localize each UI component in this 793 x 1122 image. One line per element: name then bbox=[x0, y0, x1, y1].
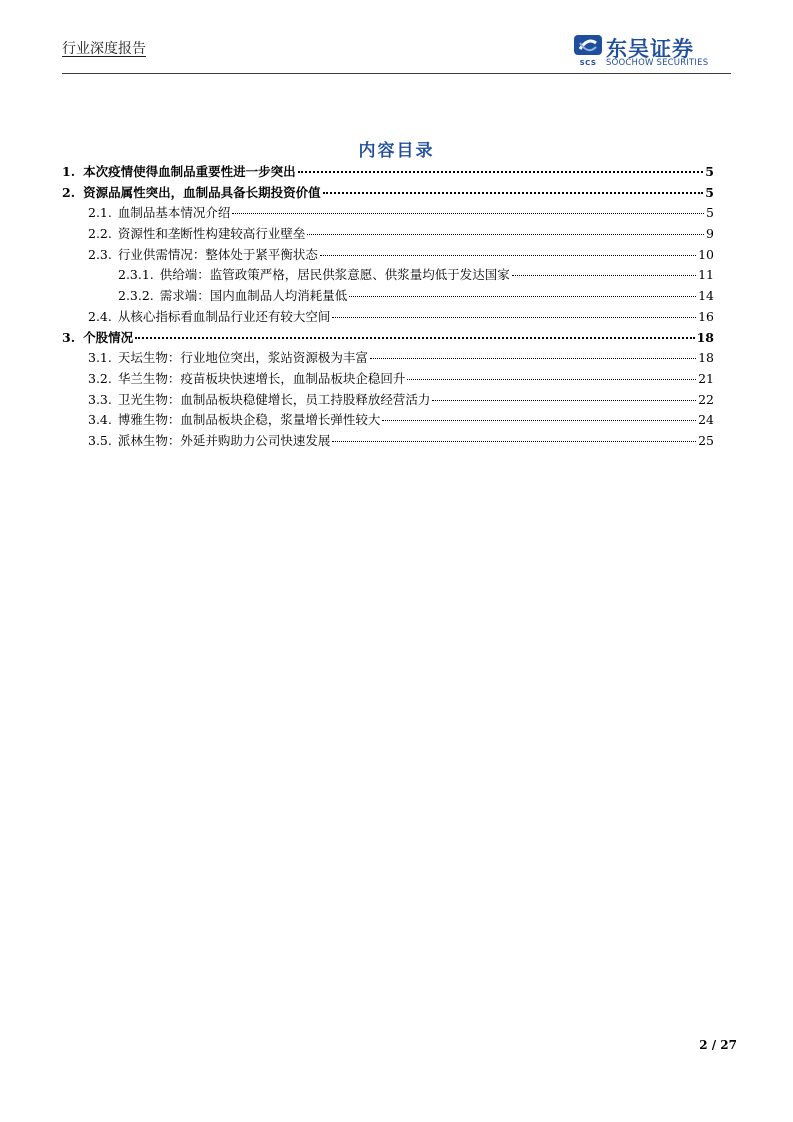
toc-entry-text: 需求端：国内血制品人均消耗量低 bbox=[159, 288, 348, 304]
toc-entry-number: 2.3. bbox=[88, 246, 112, 262]
toc-entry-page: 11 bbox=[698, 267, 714, 283]
toc-entry-number: 2.2. bbox=[88, 226, 112, 242]
toc-entry-number: 3.5. bbox=[88, 432, 112, 448]
toc-leader-dots bbox=[382, 420, 696, 421]
toc-entry-2[interactable] bbox=[62, 183, 714, 204]
report-type-label: 行业深度报告 bbox=[62, 41, 146, 57]
toc-leader-dots bbox=[298, 171, 704, 173]
toc-leader-dots bbox=[349, 296, 696, 297]
toc-entry-page: 9 bbox=[706, 226, 714, 242]
toc-entry-page: 5 bbox=[705, 164, 714, 179]
toc-leader-dots bbox=[432, 400, 696, 401]
toc-entry-text: 卫光生物：血制品板块稳健增长，员工持股释放经营活力 bbox=[117, 391, 431, 407]
toc-entry-text: 个股情况 bbox=[83, 329, 134, 345]
toc-entry-3-5[interactable] bbox=[62, 431, 714, 452]
toc-entry-text: 资源品属性突出，血制品具备长期投资价值 bbox=[83, 184, 321, 200]
toc-entry-number: 1. bbox=[62, 164, 76, 179]
toc-entry-2-2[interactable] bbox=[62, 224, 714, 245]
toc-entry-2-4[interactable] bbox=[62, 307, 714, 328]
toc-leader-dots bbox=[407, 379, 696, 380]
toc-entry-page: 10 bbox=[698, 246, 714, 262]
toc-entry-text: 供给端：监管政策严格，居民供浆意愿、供浆量均低于发达国家 bbox=[159, 267, 510, 283]
toc-entry-2-3[interactable] bbox=[62, 245, 714, 266]
toc-entry-page: 25 bbox=[698, 432, 714, 448]
toc-entry-2-3-1[interactable] bbox=[62, 265, 714, 286]
page-number: 2 / 27 bbox=[699, 1038, 737, 1052]
toc-leader-dots bbox=[512, 275, 696, 276]
toc-entry-3-2[interactable] bbox=[62, 369, 714, 390]
toc-entry-text: 血制品基本情况介绍 bbox=[117, 205, 231, 221]
toc-entry-page: 24 bbox=[698, 412, 714, 428]
toc-entry-page: 14 bbox=[698, 288, 714, 304]
toc-entry-1[interactable] bbox=[62, 162, 714, 183]
toc-entry-number: 2. bbox=[62, 184, 76, 200]
toc-entry-2-3-2[interactable] bbox=[62, 286, 714, 307]
toc-entry-text: 天坛生物：行业地位突出，浆站资源极为丰富 bbox=[117, 350, 368, 366]
header-divider bbox=[62, 73, 731, 74]
toc-entry-text: 行业供需情况：整体处于紧平衡状态 bbox=[117, 246, 318, 262]
toc-entry-number: 3.3. bbox=[88, 391, 112, 407]
toc-entry-3-4[interactable] bbox=[62, 410, 714, 431]
toc-leader-dots bbox=[135, 337, 695, 339]
toc-entry-page: 18 bbox=[698, 350, 714, 366]
toc-entry-2-1[interactable] bbox=[62, 203, 714, 224]
logo-name-en: SOOCHOW SECURITIES bbox=[606, 58, 709, 68]
toc-entry-number: 2.3.1. bbox=[118, 267, 154, 283]
toc-entry-number: 3.4. bbox=[88, 412, 112, 428]
toc-entry-text: 派林生物：外延并购助力公司快速发展 bbox=[117, 432, 331, 448]
toc-entry-text: 资源性和垄断性构建较高行业壁垒 bbox=[117, 226, 306, 242]
table-of-contents bbox=[62, 162, 714, 452]
toc-entry-page: 16 bbox=[698, 308, 714, 324]
toc-leader-dots bbox=[320, 255, 696, 256]
toc-entry-number: 2.1. bbox=[88, 205, 112, 221]
toc-entry-text: 本次疫情使得血制品重要性进一步突出 bbox=[83, 164, 296, 179]
logo-name-cn: 东吴证券 bbox=[606, 37, 694, 61]
toc-entry-page: 22 bbox=[698, 391, 714, 407]
toc-entry-number: 2.3.2. bbox=[118, 288, 154, 304]
toc-entry-number: 3. bbox=[62, 329, 76, 345]
logo-abbr: SCS bbox=[579, 59, 597, 67]
toc-entry-text: 从核心指标看血制品行业还有较大空间 bbox=[117, 308, 331, 324]
toc-leader-dots bbox=[332, 441, 696, 442]
toc-entry-3-1[interactable] bbox=[62, 348, 714, 369]
toc-entry-number: 2.4. bbox=[88, 308, 112, 324]
toc-entry-text: 华兰生物：疫苗板块快速增长，血制品板块企稳回升 bbox=[117, 370, 406, 386]
toc-entry-3-3[interactable] bbox=[62, 390, 714, 411]
toc-entry-page: 21 bbox=[698, 370, 714, 386]
toc-title: 内容目录 bbox=[358, 141, 435, 161]
toc-leader-dots bbox=[232, 213, 704, 214]
toc-entry-page: 18 bbox=[696, 329, 714, 345]
toc-entry-page: 5 bbox=[705, 184, 714, 200]
toc-leader-dots bbox=[332, 317, 696, 318]
toc-entry-number: 3.1. bbox=[88, 350, 112, 366]
toc-entry-number: 3.2. bbox=[88, 370, 112, 386]
toc-entry-text: 博雅生物：血制品板块企稳，浆量增长弹性较大 bbox=[117, 412, 381, 428]
toc-entry-3[interactable] bbox=[62, 328, 714, 349]
toc-leader-dots bbox=[307, 234, 704, 235]
toc-leader-dots bbox=[323, 192, 704, 194]
toc-entry-page: 5 bbox=[706, 205, 714, 221]
toc-leader-dots bbox=[370, 358, 696, 359]
company-logo bbox=[572, 33, 732, 71]
logo-emblem-icon bbox=[572, 33, 604, 59]
